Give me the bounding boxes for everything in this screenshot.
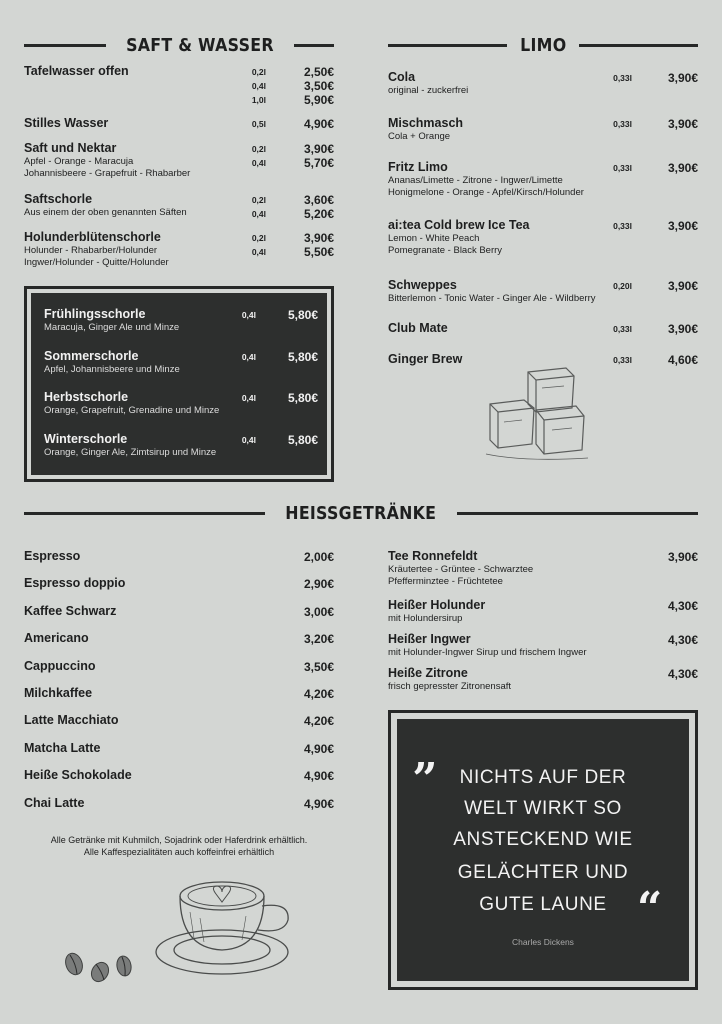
coffee-item [24, 741, 334, 756]
item-price: 5,50€ [303, 245, 334, 259]
divider [457, 512, 698, 515]
specials-list [31, 293, 327, 475]
coffee-item [24, 576, 334, 591]
item-volume: 0,5l [251, 119, 266, 129]
section-title-heiss: HEISSGETRÄNKE [285, 502, 437, 524]
item-name: Espresso [24, 549, 81, 563]
item-price: 3,00€ [303, 604, 334, 619]
saft-item [24, 141, 334, 180]
item-name: Matcha Latte [24, 740, 101, 755]
item-desc: Apfel, Johannisbeere und Minze [44, 363, 180, 375]
item-price: 4,90€ [303, 769, 334, 784]
quote-box [388, 710, 698, 990]
section-title-saft: SAFT & WASSER [126, 34, 274, 56]
item-name: Americano [24, 631, 89, 646]
item-desc: Johannisbeere - Grapefruit - Rhabarber [24, 168, 191, 179]
item-price: 5,20€ [303, 207, 334, 221]
item-price: 4,90€ [303, 117, 334, 131]
limo-item [388, 70, 698, 97]
item-desc: frisch gepresster Zitronensaft [388, 681, 512, 692]
item-volume: 0,4l [251, 247, 266, 257]
coffee-item [24, 713, 334, 728]
item-price: 4,30€ [667, 599, 698, 613]
item-volume: 0,4l [251, 209, 266, 219]
item-name: Chai Latte [24, 795, 85, 810]
item-name: Tafelwasser offen [24, 64, 129, 78]
item-price: 3,90€ [667, 279, 698, 293]
item-price: 3,90€ [667, 71, 698, 85]
coffee-item [24, 796, 334, 811]
item-name: Heißer Ingwer [388, 632, 471, 646]
item-volume: 0,2l [251, 195, 266, 205]
item-price: 2,00€ [303, 550, 334, 564]
item-price: 3,50€ [303, 659, 334, 674]
quote-inner [397, 719, 689, 981]
quote-line: WELT WIRKT SO [464, 798, 622, 819]
item-desc: Lemon - White Peach [388, 233, 480, 244]
item-desc: Orange, Grapefruit, Grenadine und Minze [44, 405, 220, 416]
item-volume: 0,33l [613, 119, 632, 129]
quote-close-mark: “ [637, 883, 663, 934]
item-desc: Apfel - Orange - Maracuja [24, 156, 134, 167]
item-name: Kaffee Schwarz [24, 603, 117, 618]
item-desc: Ingwer/Holunder - Quitte/Holunder [24, 257, 169, 268]
item-volume: 0,33l [613, 221, 632, 231]
item-name: Saftschorle [24, 192, 93, 206]
item-price: 3,90€ [667, 117, 698, 131]
item-desc: Pomegranate - Black Berry [388, 245, 503, 256]
coffee-cup-illustration [150, 872, 300, 980]
divider [294, 44, 334, 47]
quote-line: NICHTS AUF DER [459, 767, 627, 788]
item-volume: 0,2l [251, 144, 266, 154]
item-price: 3,90€ [667, 219, 698, 233]
ice-cubes-illustration [484, 364, 599, 464]
item-volume: 0,20l [613, 281, 632, 291]
item-desc: Aus einem der oben genannten Säften [24, 207, 187, 218]
item-desc: Pfefferminztee - Früchtetee [388, 576, 503, 587]
item-desc: Ananas/Limette - Zitrone - Ingwer/Limette [388, 175, 563, 186]
item-name: Stilles Wasser [24, 116, 109, 130]
item-desc: Bitterlemon - Tonic Water - Ginger Ale - Wildberry [388, 293, 596, 304]
quote-author: Charles Dickens [512, 937, 574, 947]
item-price: 3,50€ [303, 79, 334, 93]
quote-line: ANSTECKEND WIE [453, 829, 633, 850]
item-volume: 0,4l [241, 351, 256, 362]
item-desc: Orange, Ginger Ale, Zimtsirup und Minze [44, 446, 217, 458]
item-desc: mit Holundersirup [388, 613, 463, 624]
item-price: 3,20€ [303, 632, 334, 647]
saft-item [24, 230, 334, 269]
item-name: Schweppes [388, 278, 457, 292]
item-name: Frühlingsschorle [44, 307, 146, 321]
item-price: 5,80€ [287, 391, 318, 405]
coffee-item [24, 659, 334, 674]
item-desc: Cola + Orange [388, 131, 451, 142]
item-price: 4,20€ [303, 714, 334, 729]
item-name: Heiße Schokolade [24, 768, 132, 783]
item-price: 3,60€ [303, 193, 334, 207]
special-item [44, 307, 318, 334]
item-name: ai:tea Cold brew Ice Tea [388, 218, 530, 232]
limo-item [388, 321, 698, 336]
coffee-item [24, 604, 334, 619]
section-header-limo [388, 34, 698, 56]
limo-item [388, 278, 698, 305]
item-price: 5,80€ [287, 349, 318, 364]
quote-line: GELÄCHTER UND [457, 862, 629, 883]
item-price: 4,60€ [667, 353, 698, 367]
item-volume: 0,4l [241, 434, 256, 445]
item-name: Winterschorle [44, 431, 128, 446]
item-volume: 0,4l [251, 81, 266, 91]
item-name: Fritz Limo [388, 160, 448, 174]
coffee-item [24, 631, 334, 646]
item-name: Club Mate [388, 321, 448, 335]
item-name: Espresso doppio [24, 576, 126, 591]
item-price: 5,80€ [287, 432, 318, 447]
item-volume: 0,33l [613, 324, 632, 334]
limo-item [388, 218, 698, 257]
item-name: Cappuccino [24, 658, 96, 673]
item-price: 3,90€ [667, 550, 698, 564]
item-desc: Kräutertee - Grüntee - Schwarztee [388, 564, 534, 575]
item-volume: 0,33l [613, 163, 632, 173]
coffee-item [24, 686, 334, 701]
item-price: 2,50€ [303, 65, 334, 79]
item-price: 5,70€ [303, 156, 334, 170]
item-name: Ginger Brew [388, 352, 463, 366]
specials-box [24, 286, 334, 482]
coffee-item [24, 549, 334, 564]
divider [388, 44, 507, 47]
item-desc: Maracuja, Ginger Ale und Minze [44, 322, 180, 333]
item-volume: 0,33l [613, 355, 632, 365]
tea-item [388, 598, 698, 625]
item-volume: 0,33l [613, 73, 632, 83]
item-name: Saft und Nektar [24, 141, 117, 155]
item-name: Sommerschorle [44, 348, 139, 363]
item-volume: 0,4l [241, 310, 256, 320]
coffee-beans-illustration [60, 946, 140, 986]
item-price: 3,90€ [303, 231, 334, 245]
item-price: 3,90€ [667, 161, 698, 175]
tea-item [388, 632, 698, 659]
item-price: 3,90€ [303, 142, 334, 156]
item-name: Latte Macchiato [24, 713, 119, 728]
item-desc: Holunder - Rhabarber/Holunder [24, 245, 158, 256]
item-desc: Honigmelone - Orange - Apfel/Kirsch/Holunder [388, 187, 584, 198]
coffee-item [24, 768, 334, 783]
special-item [44, 348, 318, 376]
special-item [44, 390, 318, 417]
divider [24, 44, 106, 47]
item-volume: 0,4l [251, 158, 266, 168]
item-name: Herbstschorle [44, 390, 129, 404]
section-header-heiss [24, 502, 698, 524]
item-name: Milchkaffee [24, 686, 93, 700]
item-name: Heiße Zitrone [388, 666, 468, 680]
item-price: 4,90€ [303, 741, 334, 756]
item-volume: 0,2l [251, 67, 266, 77]
divider [24, 512, 265, 515]
item-name: Cola [388, 70, 416, 84]
item-price: 5,80€ [287, 308, 318, 322]
item-price: 3,90€ [667, 322, 698, 336]
tea-item [388, 666, 698, 693]
item-price: 5,90€ [303, 93, 334, 107]
item-name: Holunderblütenschorle [24, 230, 161, 244]
item-volume: 1,0l [251, 95, 266, 105]
limo-item [388, 160, 698, 199]
section-title-limo: LIMO [519, 34, 567, 56]
saft-item [24, 192, 334, 219]
item-name: Tee Ronnefeldt [388, 549, 478, 563]
coffee-note [24, 834, 334, 858]
item-price: 4,90€ [303, 796, 334, 811]
item-name: Heißer Holunder [388, 598, 486, 612]
coffee-note-line: Alle Getränke mit Kuhmilch, Sojadrink oder Haferdrink erhältlich. [50, 835, 308, 845]
quote-open-mark: „ [413, 729, 439, 780]
divider [579, 44, 698, 47]
item-desc: mit Holunder-Ingwer Sirup und frischem Ingwer [388, 647, 587, 658]
limo-item [388, 116, 698, 143]
item-name: Mischmasch [388, 116, 464, 130]
special-item [44, 431, 318, 459]
item-price: 2,90€ [303, 577, 334, 592]
item-price: 4,20€ [303, 687, 334, 701]
coffee-note-line: Alle Kaffespezialitäten auch koffeinfrei erhältlich [83, 847, 275, 857]
quote-line: GUTE LAUNE [479, 894, 607, 915]
item-price: 4,30€ [667, 633, 698, 647]
saft-item [24, 64, 334, 107]
item-price: 4,30€ [667, 667, 698, 681]
section-header-saft [24, 34, 334, 56]
tea-item [388, 549, 698, 588]
item-desc: original - zuckerfrei [388, 85, 469, 96]
item-volume: 0,2l [251, 233, 266, 243]
item-volume: 0,4l [241, 393, 256, 403]
saft-item [24, 116, 334, 131]
